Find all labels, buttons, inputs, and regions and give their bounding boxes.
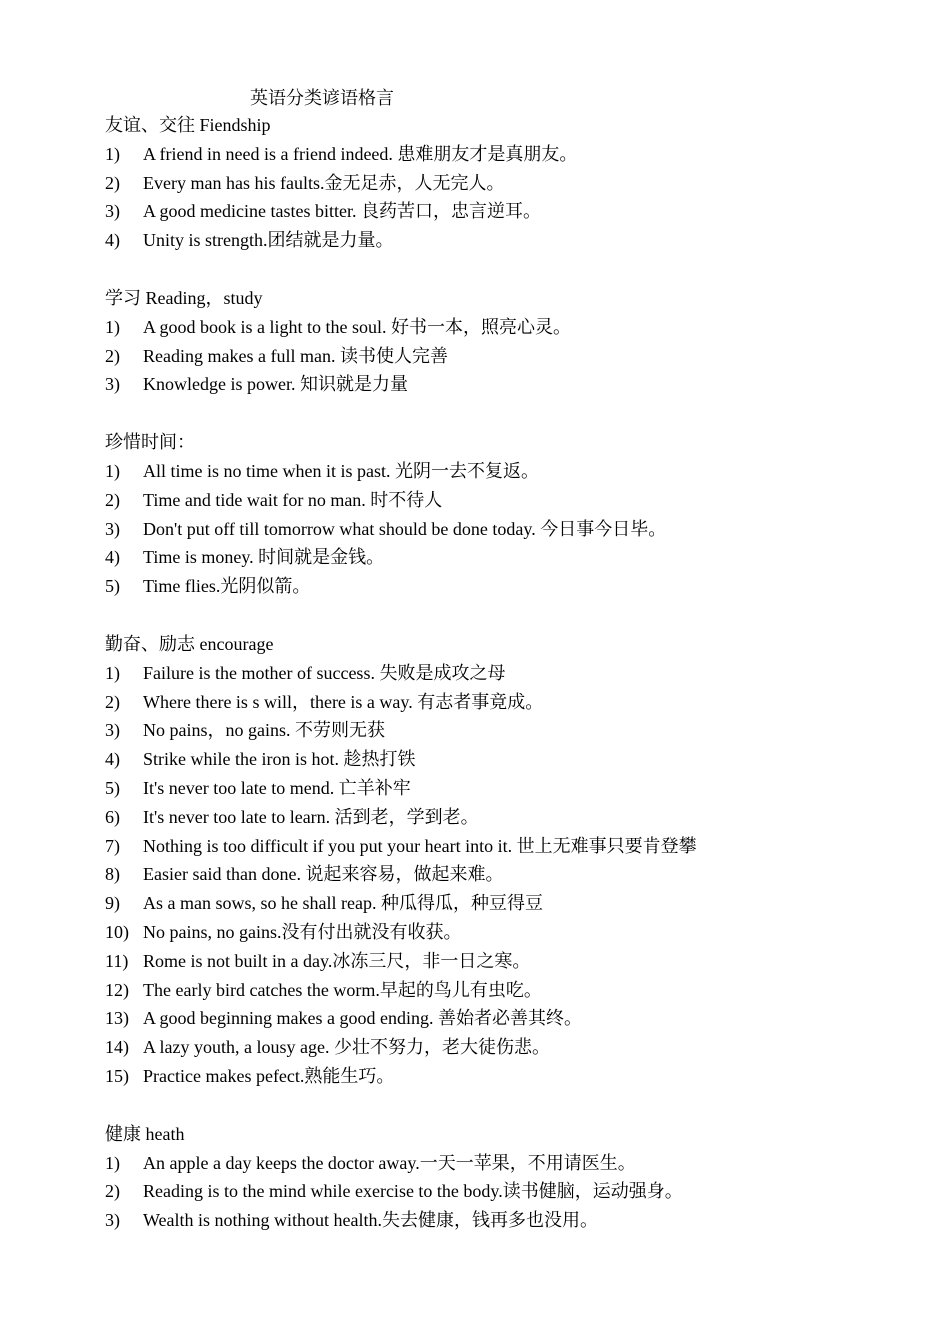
item-text: It's never too late to mend. 亡羊补牢 bbox=[143, 777, 411, 798]
item-number: 3) bbox=[105, 518, 120, 539]
section-time bbox=[105, 428, 905, 601]
list-item bbox=[105, 745, 905, 774]
item-number: 4) bbox=[105, 547, 120, 568]
item-number: 7) bbox=[105, 835, 120, 856]
item-text: Reading makes a full man. 读书使人完善 bbox=[143, 345, 448, 366]
item-number: 1) bbox=[105, 460, 120, 481]
list-item bbox=[105, 860, 905, 889]
section-heading: 珍惜时间： bbox=[105, 432, 195, 453]
list-item bbox=[105, 1033, 905, 1062]
item-text: Unity is strength.团结就是力量。 bbox=[143, 230, 394, 251]
list-item bbox=[105, 803, 905, 832]
list-item bbox=[105, 716, 905, 745]
item-number: 8) bbox=[105, 864, 120, 885]
section-study bbox=[105, 284, 905, 399]
list-item bbox=[105, 1177, 905, 1206]
item-number: 15) bbox=[105, 1065, 129, 1086]
document-body bbox=[105, 111, 905, 1235]
list-item bbox=[105, 889, 905, 918]
item-number: 3) bbox=[105, 201, 120, 222]
item-number: 9) bbox=[105, 893, 120, 914]
item-text: The early bird catches the worm.早起的鸟儿有虫吃。 bbox=[143, 979, 542, 1000]
item-text: A good beginning makes a good ending. 善始者必善其终。 bbox=[143, 1008, 582, 1029]
list-item bbox=[105, 947, 905, 976]
item-text: Nothing is too difficult if you put your heart into it. 世上无难事只要肯登攀 bbox=[143, 835, 697, 856]
section-heading: 学习 Reading，study bbox=[105, 287, 263, 308]
list-item bbox=[105, 688, 905, 717]
list-item bbox=[105, 197, 905, 226]
item-text: As a man sows, so he shall reap. 种瓜得瓜，种豆得豆 bbox=[143, 893, 543, 914]
item-text: Failure is the mother of success. 失败是成攻之母 bbox=[143, 662, 506, 683]
item-number: 5) bbox=[105, 576, 120, 597]
item-number: 2) bbox=[105, 345, 120, 366]
section-encourage bbox=[105, 630, 905, 1091]
list-item bbox=[105, 918, 905, 947]
section-heading: 健康 heath bbox=[105, 1123, 185, 1144]
list-item bbox=[105, 572, 905, 601]
item-text: Practice makes pefect.熟能生巧。 bbox=[143, 1065, 395, 1086]
item-text: Every man has his faults.金无足赤，人无完人。 bbox=[143, 172, 505, 193]
item-number: 3) bbox=[105, 374, 120, 395]
list-item bbox=[105, 370, 905, 399]
list-item bbox=[105, 976, 905, 1005]
item-number: 11) bbox=[105, 950, 129, 971]
item-text: Strike while the iron is hot. 趁热打铁 bbox=[143, 749, 416, 770]
item-number: 2) bbox=[105, 172, 120, 193]
item-text: An apple a day keeps the doctor away.一天一苹果，不用请医生。 bbox=[143, 1152, 636, 1173]
item-number: 14) bbox=[105, 1037, 129, 1058]
item-text: A good medicine tastes bitter. 良药苦口，忠言逆耳。 bbox=[143, 201, 541, 222]
item-text: Time and tide wait for no man. 时不待人 bbox=[143, 489, 443, 510]
item-number: 2) bbox=[105, 691, 120, 712]
item-text: No pains, no gains.没有付出就没有收获。 bbox=[143, 921, 462, 942]
document-title: 英语分类谚语格言 bbox=[250, 88, 394, 108]
item-number: 1) bbox=[105, 662, 120, 683]
list-item bbox=[105, 515, 905, 544]
item-text: It's never too late to learn. 活到老，学到老。 bbox=[143, 806, 479, 827]
section-friendship bbox=[105, 111, 905, 255]
list-item bbox=[105, 774, 905, 803]
item-text: Don't put off till tomorrow what should be done today. 今日事今日毕。 bbox=[143, 518, 667, 539]
list-item bbox=[105, 486, 905, 515]
list-item bbox=[105, 457, 905, 486]
item-number: 1) bbox=[105, 1152, 120, 1173]
list-item bbox=[105, 543, 905, 572]
item-text: No pains，no gains. 不劳则无获 bbox=[143, 720, 385, 741]
item-number: 2) bbox=[105, 1181, 120, 1202]
list-item bbox=[105, 226, 905, 255]
item-number: 4) bbox=[105, 230, 120, 251]
list-item bbox=[105, 342, 905, 371]
list-item bbox=[105, 140, 905, 169]
list-item bbox=[105, 1062, 905, 1091]
list-item bbox=[105, 1004, 905, 1033]
section-heading: 友谊、交往 Fiendship bbox=[105, 115, 271, 135]
item-text: A good book is a light to the soul. 好书一本，照亮心灵。 bbox=[143, 316, 571, 337]
item-text: Time is money. 时间就是金钱。 bbox=[143, 547, 385, 568]
list-item bbox=[105, 169, 905, 198]
list-item bbox=[105, 659, 905, 688]
item-text: A friend in need is a friend indeed. 患难朋友才是真朋友。 bbox=[143, 143, 578, 164]
item-text: Rome is not built in a day.冰冻三尺，非一日之寒。 bbox=[143, 950, 531, 971]
section-heading: 勤奋、励志 encourage bbox=[105, 633, 274, 654]
item-number: 10) bbox=[105, 921, 129, 942]
item-number: 3) bbox=[105, 1210, 120, 1231]
list-item bbox=[105, 1206, 905, 1235]
item-number: 2) bbox=[105, 489, 120, 510]
item-number: 1) bbox=[105, 316, 120, 337]
item-text: Wealth is nothing without health.失去健康，钱再多也没用。 bbox=[143, 1210, 599, 1231]
item-text: Easier said than done. 说起来容易，做起来难。 bbox=[143, 864, 504, 885]
list-item bbox=[105, 1149, 905, 1178]
item-number: 1) bbox=[105, 143, 120, 164]
item-text: A lazy youth, a lousy age. 少壮不努力，老大徒伤悲。 bbox=[143, 1037, 550, 1058]
item-number: 3) bbox=[105, 720, 120, 741]
item-text: All time is no time when it is past. 光阴一去不复返。 bbox=[143, 460, 539, 481]
item-text: Time flies.光阴似箭。 bbox=[143, 576, 311, 597]
list-item bbox=[105, 832, 905, 861]
item-text: Knowledge is power. 知识就是力量 bbox=[143, 374, 408, 395]
item-number: 13) bbox=[105, 1008, 129, 1029]
item-number: 12) bbox=[105, 979, 129, 1000]
list-item bbox=[105, 313, 905, 342]
section-health bbox=[105, 1120, 905, 1235]
item-number: 4) bbox=[105, 749, 120, 770]
item-text: Where there is s will，there is a way. 有志者事竟成。 bbox=[143, 691, 544, 712]
item-text: Reading is to the mind while exercise to the body.读书健脑，运动强身。 bbox=[143, 1181, 683, 1202]
item-number: 6) bbox=[105, 806, 120, 827]
item-number: 5) bbox=[105, 777, 120, 798]
